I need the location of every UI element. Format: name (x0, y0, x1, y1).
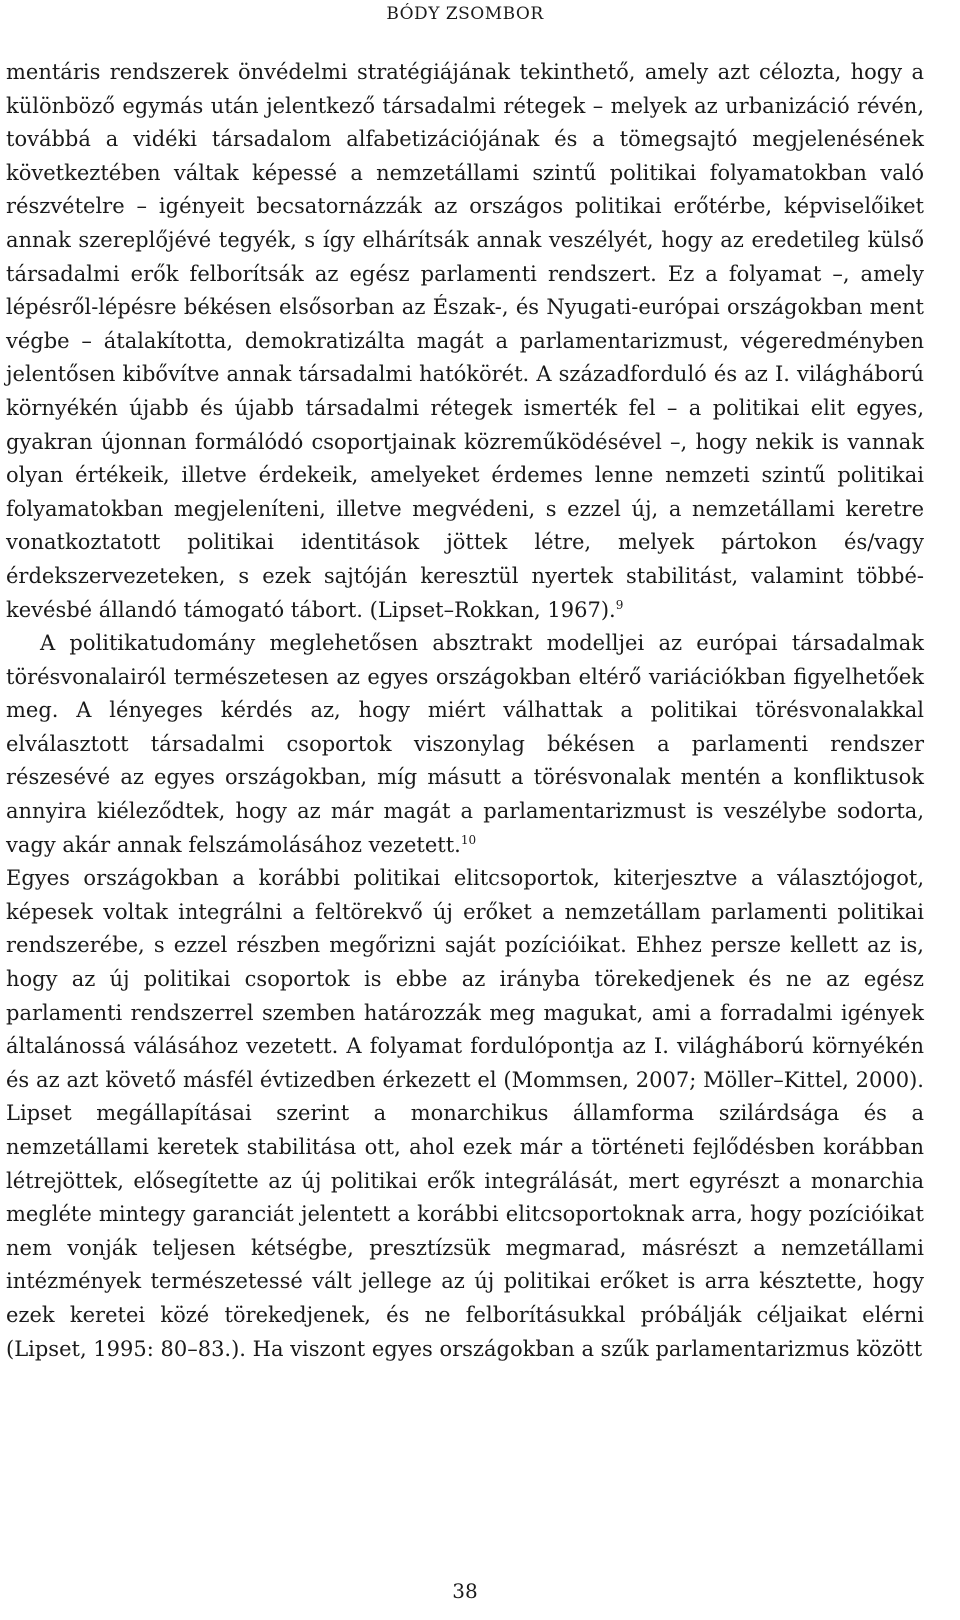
footnote-marker[interactable]: 10 (460, 832, 477, 847)
paragraph (6, 862, 924, 1366)
paragraph-text: mentáris rendszerek önvédelmi stratégiájának tekinthető, amely azt célozta, hogy a különböző egymás után jelentkező társadalmi rétegek – melyek az urbanizáció révén, továbbá a vidéki társadalom alfabetizációjának és a tömegsajtó megjelenésének következtében váltak képessé a nemzetállami szintű politikai folyamatokban való részvételre – igényeit becsatornázzák az országos politikai erőtérbe, képviselőiket annak szereplőjévé tegyék, s így elhárítsák annak veszélyét, hogy az eredetileg külső társadalmi erők felborítsák az egész parlamenti rendszert. Ez a folyamat –, amely lépésről-lépésre békésen elsősorban az Észak-, és Nyugati-európai országokban ment végbe – átalakította, demokratizálta magát a parlamentarizmust, végeredményben jelentősen kibővítve annak társadalmi hatókörét. A századforduló és az I. világháború környékén újabb és újabb társadalmi rétegek ismerték fel – a politikai elit egyes, gyakran újonnan formálódó csoportjainak közreműködésével –, hogy nekik is vannak olyan értékeik, illetve érdekeik, amelyeket érdemes lenne nemzeti szintű politikai folyamatokban megjeleníteni, illetve megvédeni, s ezzel új, a nemzetállami keretre vonatkoztatott politikai identitások jöttek létre, melyek pártokon és/vagy érdekszervezeteken, s ezek sajtóján keresztül nyertek stabilitást, valamint többé-kevésbé állandó támogató tábort. (Lipset–Rokkan, 1967). (6, 60, 924, 622)
paragraph-text: Egyes országokban a korábbi politikai elitcsoportok, kiterjesztve a választójogot, képesek voltak integrálni a feltörekvő új erőket a nemzetállam parlamenti politikai rendszerébe, s ezzel részben megőrizni saját pozícióikat. Ehhez persze kellett az is, hogy az új politikai csoportok is ebbe az irányba törekedjenek és ne az egész parlamenti rendszerrel szemben határozzák meg magukat, ami a forradalmi igények általánossá válásához vezetett. A folyamat fordulópontja az I. világháború környékén és az azt követő másfél évtizedben érkezett el (Mommsen, 2007; Möller–Kittel, 2000). Lipset megállapításai szerint a monarchikus államforma szilárdsága és a nemzetállami keretek stabilitása ott, ahol ezek már a történeti fejlődésben korábban létrejöttek, elősegítette az új politikai erők integrálását, mert egyrészt a monarchia megléte mintegy garanciát jelentett a korábbi elitcsoportoknak arra, hogy pozícióikat nem vonják teljesen kétségbe, presztízsük megmarad, másrészt a nemzetállami intézmények természetessé vált jellege az új politikai erőket is arra késztette, hogy ezek keretei közé törekedjenek, és ne felborításukkal próbálják céljaikat elérni (Lipset, 1995: 80–83.). Ha viszont egyes országokban a szűk parlamentarizmus között (6, 866, 924, 1361)
body-text (6, 56, 924, 1366)
paragraph (6, 627, 924, 862)
paragraph-text: A politikatudomány meglehetősen absztrakt modelljei az európai társadalmak törésvonalairól természetesen az egyes országokban eltérő variációkban figyelhetőek meg. A lényeges kérdés az, hogy miért válhattak a politikai törésvonalakkal elválasztott társadalmi csoportok viszonylag békésen a parlamenti rendszer részesévé az egyes országokban, míg másutt a törésvonalak mentén a konfliktusok annyira kiéleződtek, hogy az már magát a parlamentarizmust is veszélybe sodorta, vagy akár annak felszámolásához vezetett. (6, 631, 924, 857)
running-head: BÓDY ZSOMBOR (386, 4, 544, 24)
paragraph-continued (6, 56, 924, 627)
page-number: 38 (452, 1579, 478, 1603)
footnote-marker[interactable]: 9 (615, 597, 624, 612)
